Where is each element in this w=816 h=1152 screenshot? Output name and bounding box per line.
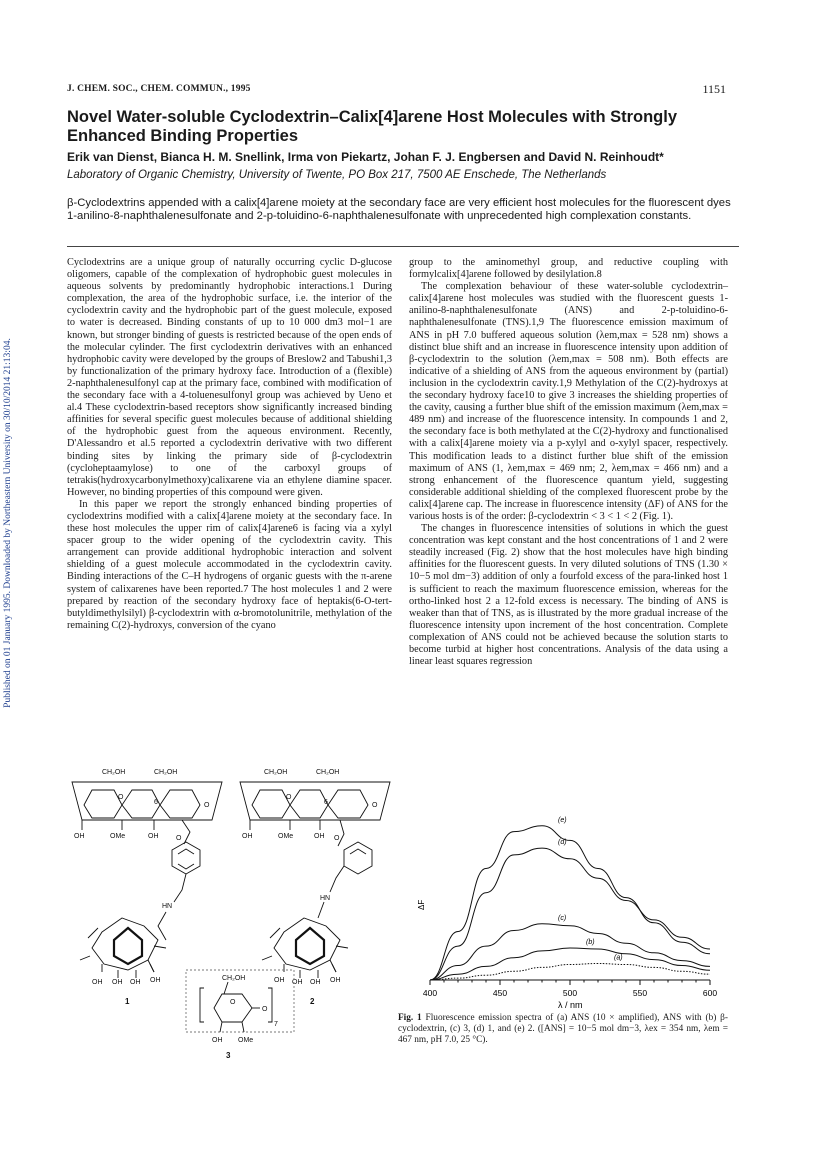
figure-caption-text: Fluorescence emission spectra of (a) ANS (10 × amplified), ANS with (b) β-cyclodextrin, (c) 3, (d) 1, and (e) 2. ([ANS] = 10−5 mol dm−3, λex = 354 nm, λem = 467 nm, pH 7.0, 25 °C). — [398, 1013, 728, 1045]
figure-caption — [398, 1013, 728, 1046]
paragraph: The changes in fluorescence intensities of solutions in which the guest concentration was kept constant and the host concentrations of 1 and 2 were steadily increased (Fig. 2) show that the host molecules have high binding affinities for the fluorescent guests. In very diluted solutions of TNS (1.30 × 10−5 mol dm−3) addition of only a fourfold excess of the para-linked host 1 is sufficient to reach the maximum fluorescence emission, whereas for the ortho-linked host 2 a 12-fold excess is necessary. The binding of ANS is weaker than that of TNS, as is illustrated by the more gradual increase of the fluorescence intensity upon increment of the host concentration. Complete complexation of ANS could not be achieved because the solution starts to become turbid at higher host concentrations. Analysis of the data using a linear least squares regression — [409, 523, 728, 668]
structure-1-oh-label: OH — [130, 979, 141, 986]
body-column-right — [409, 257, 728, 668]
structure-2-ome-label: OMe — [278, 833, 294, 840]
x-tick-label: 550 — [632, 988, 648, 998]
structure-2-oxygen-label: O — [286, 794, 292, 801]
x-tick-label: 450 — [492, 988, 508, 998]
structure-2-oh-label: OH — [310, 979, 321, 986]
series-label-e: (e) — [558, 816, 567, 824]
series-label-c: (c) — [558, 914, 567, 922]
fluorescence-spectra-chart — [418, 800, 728, 1010]
structure-1-oh-label: OH — [92, 979, 103, 986]
structure-2-label: 2 — [310, 997, 315, 1006]
x-tick-label: 600 — [702, 988, 718, 998]
structure-2-oxygen-label: O — [372, 802, 378, 809]
structure-1 — [72, 782, 222, 978]
structure-1-hn-label: HN — [162, 903, 173, 910]
structure-1-oh-label: OH — [74, 833, 85, 840]
structure-3-oxygen-label: O — [262, 1006, 268, 1013]
figure-caption-label: Fig. 1 — [398, 1013, 422, 1023]
structure-1-repeat-label: 6 — [154, 799, 158, 806]
structure-1-ch2oh-label: CH₂OH — [154, 769, 178, 776]
paragraph: group to the aminomethyl group, and reductive coupling with formylcalix[4]arene followed by desilylation.8 — [409, 257, 728, 281]
x-axis-label: λ / nm — [558, 1000, 583, 1010]
structure-3-oxygen-label: O — [230, 999, 236, 1006]
structure-1-ome-label: OMe — [110, 833, 126, 840]
series-line-a — [430, 964, 710, 981]
structure-1-ch2oh-label: CH₂OH — [102, 769, 126, 776]
header-rule — [67, 246, 739, 247]
structure-3-repeat-label: 7 — [274, 1021, 278, 1028]
structure-1-oxygen-label: O — [204, 802, 210, 809]
structure-2-oh-label: OH — [274, 977, 285, 984]
paragraph: Cyclodextrins are a unique group of naturally occurring cyclic D-glucose oligomers, capable of the complexation of hydrophobic guest molecules in aqueous solvents by predominantly hydrophobic interactions.1 During complexation, the area of the hydrophobic surface, i.e. the interior of the cyclodextrin cavity and the hydrophobic part of the guest molecule, exposed to water is decreased. Binding constants of up to 10 000 dm3 mol−1 are known, but stronger binding of guests is restricted because of the open ends of the molecular cylinder. The first cyclodextrin derivatives with an enhanced hydrophobic cavity were developed by the groups of Breslow2 and Tabushi1,3 by functionalization of the primary hydroxy face. Introduction of a (flexible) 2-naphthalenesulfonyl cap at the primary face, combined with modification of the secondary face with a 4-toluenesulfonyl group was achieved by Ueno et al.4 These cyclodextrin-based receptors show significantly increased binding affinities for several specific guest molecules because of additional shielding of the hydrophobic guest from the aqueous environment. Recently, D'Alessandro et al.5 reported a cyclodextrin derivative with two different binding sites by linking the primary side of β-cyclodextrin (cycloheptaamylose) to one of the carboxyl groups of tetrakis(hydroxycarbonylmethoxy)calixarene via an ethylene diamine spacer. However, no binding properties of this compound were given. — [67, 257, 392, 498]
structure-1-oh-label: OH — [150, 977, 161, 984]
series-line-d — [430, 848, 710, 980]
structure-3-oh-label: OH — [212, 1037, 223, 1044]
structure-2-repeat-label: 6 — [324, 799, 328, 806]
structure-2-oxygen-label: O — [334, 835, 340, 842]
affiliation: Laboratory of Organic Chemistry, University of Twente, PO Box 217, 7500 AE Enschede, The Netherlands — [67, 169, 607, 181]
structure-1-oh-label: OH — [148, 833, 159, 840]
publication-side-note: Published on 01 January 1995. Downloaded by Northeastern University on 30/10/2014 21:13:04. — [3, 338, 13, 708]
x-tick-label: 500 — [562, 988, 578, 998]
structure-2-oh-label: OH — [292, 979, 303, 986]
article-title: Novel Water-soluble Cyclodextrin–Calix[4]arene Host Molecules with Strongly Enhanced Binding Properties — [67, 108, 678, 145]
y-axis-label: ΔF — [417, 899, 426, 910]
structure-2 — [240, 782, 390, 978]
journal-reference: J. CHEM. SOC., CHEM. COMMUN., 1995 — [67, 84, 251, 94]
structure-2-oh-label: OH — [242, 833, 253, 840]
structure-3-ome-label: OMe — [238, 1037, 254, 1044]
series-label-a: (a) — [614, 954, 623, 962]
series-label-b: (b) — [586, 939, 595, 946]
paragraph: In this paper we report the strongly enhanced binding properties of cyclodextrins modified with a calix[4]arene moiety at the secondary face. In these host molecules the upper rim of calix[4]arene6 is facing via a xylyl spacer group to the wider opening of the cyclodextrin cavity. This arrangement can provide additional hydrophobic interaction and solvent shielding of a guest molecule accommodated in the cyclodextrin cavity. Binding interactions of the C–H hydrogens of organic guests with the π-arene system of calixarenes have been reported.7 The host molecules 1 and 2 were prepared by reaction of the secondary hydroxy face of heptakis(6-O-tert-butyldimethylsilyl) β-cyclodextrin with α-bromotolunitrile, methylation of the remaining C(2)-hydroxys, conversion of the cyano — [67, 498, 392, 631]
author-list: Erik van Dienst, Bianca H. M. Snellink, Irma von Piekartz, Johan F. J. Engbersen and David N. Reinhoudt* — [67, 150, 664, 164]
structure-2-ch2oh-label: CH₂OH — [316, 769, 340, 776]
series-label-d: (d) — [558, 839, 567, 847]
chemical-structures-figure — [62, 760, 407, 1060]
structure-1-oxygen-label: O — [176, 835, 182, 842]
paragraph: The complexation behaviour of these water-soluble cyclodextrin–calix[4]arene host molecules was studied with the fluorescent guests 1-anilino-8-naphthalenesulfonate (ANS) and 2-p-toluidino-6-naphthalenesulfonate (TNS).1,9 The fluorescence emission maximum of ANS in pH 7.0 buffered aqueous solution (λem,max = 528 nm) shows a distinct blue shift and an increase in fluorescence intensity upon addition of β-cyclodextrin to the solution (λem,max = 508 nm). Both effects are indicative of a shielding of ANS from the aqueous environment by (partial) inclusion in the cyclodextrin cavity.1,9 Methylation of the C(2)-hydroxys at the secondary hydroxy face10 to give 3 increases the shielding properties of the cavity, causing a further blue shift of the emission maximum (λem,max = 489 nm) and increase of the fluorescence intensity. In compounds 1 and 2, the secondary face is both methylated at the C(2)-hydroxy and functionalised with a calix[4]arene moiety via a p-xylyl and o-xylyl spacer, respectively. This modification leads to a distinct further blue shift of the emission maximum of ANS (1, λem,max = 469 nm; 2, λem,max = 466 nm) and a strong enhancement of the fluorescence quantum yield, suggesting considerable additional shielding of the complexed fluorescent probe by the calix[4]arene cap. The increase in fluorescence intensity (ΔF) of ANS for the various hosts is of the order: β-cyclodextrin < 3 < 1 < 2 (Fig. 1). — [409, 281, 728, 522]
structure-2-ch2oh-label: CH₂OH — [264, 769, 288, 776]
structure-2-oh-label: OH — [330, 977, 341, 984]
structure-1-label: 1 — [125, 997, 130, 1006]
structure-3-ch2oh-label: CH₂OH — [222, 975, 246, 982]
structure-3-label: 3 — [226, 1051, 231, 1060]
x-tick-label: 400 — [422, 988, 438, 998]
body-column-left — [67, 257, 392, 632]
structure-1-oh-label: OH — [112, 979, 123, 986]
structure-2-hn-label: HN — [320, 895, 331, 902]
abstract: β-Cyclodextrins appended with a calix[4]arene moiety at the secondary face are very efficient host molecules for the fluorescent dyes 1-anilino-8-naphthalenesulfonate and 2-p-toluidino-6-naphthalenesulfonate with unprecedented high complexation constants. — [67, 197, 731, 223]
structure-1-oxygen-label: O — [118, 794, 124, 801]
page-number: 1151 — [702, 82, 726, 96]
structure-2-oh-label: OH — [314, 833, 325, 840]
